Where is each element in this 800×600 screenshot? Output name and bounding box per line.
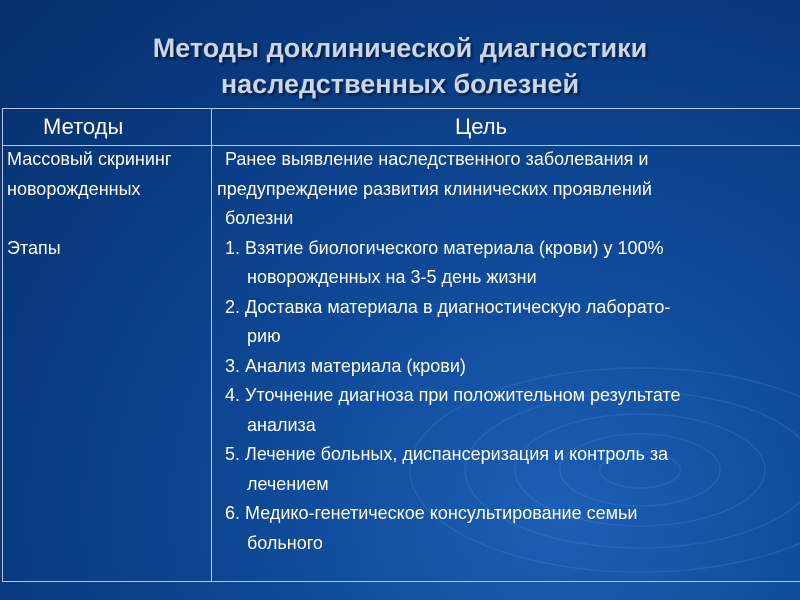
header-goal: Цель: [455, 114, 508, 139]
stage-4-line-1: 4. Уточнение диагноза при положительном результате: [225, 385, 681, 405]
stage-6-line-2: больного: [247, 532, 323, 553]
stage-2-line-2: рию: [247, 326, 281, 346]
title-line-2: наследственных болезней: [220, 69, 580, 99]
goal-line-2: предупреждение развития клинических проявлений: [217, 178, 652, 199]
method-line-1: Массовый скрининг: [7, 149, 172, 169]
slide-title: [0, 30, 800, 102]
column-divider: [211, 109, 212, 581]
stage-6-line-1: 6. Медико-генетическое консультирование семьи: [225, 503, 638, 523]
stage-5-line-2: лечением: [247, 473, 329, 494]
stage-item: [225, 234, 681, 293]
stage-item: [225, 499, 681, 558]
stage-item: [225, 352, 681, 382]
method-cell: [7, 145, 171, 263]
header-methods: Методы: [43, 114, 124, 139]
goal-line-1: Ранее выявление наследственного заболевания и: [225, 149, 649, 169]
stage-item: [225, 440, 681, 499]
stage-1-line-1: 1. Взятие биологического материала (крови) у 100%: [225, 237, 664, 258]
method-line-2: новорожденных: [7, 178, 141, 199]
stages-list: [217, 234, 681, 559]
stage-4-line-2: анализа: [247, 414, 316, 435]
stage-1-line-2: новорожденных на 3-5 день жизни: [247, 267, 537, 287]
goal-line-3: болезни: [225, 208, 294, 228]
stage-5-line-1: 5. Лечение больных, диспансеризация и контроль за: [225, 444, 669, 464]
goal-cell: [217, 145, 681, 558]
stage-2-line-1: 2. Доставка материала в диагностическую лаборато-: [225, 296, 671, 317]
stage-item: [225, 381, 681, 440]
stage-item: [225, 293, 681, 352]
methods-table: [2, 108, 800, 582]
title-line-1: Методы доклинической диагностики: [152, 33, 648, 63]
stages-label: Этапы: [7, 237, 61, 258]
stage-3-line-1: 3. Анализ материала (крови): [225, 355, 466, 376]
